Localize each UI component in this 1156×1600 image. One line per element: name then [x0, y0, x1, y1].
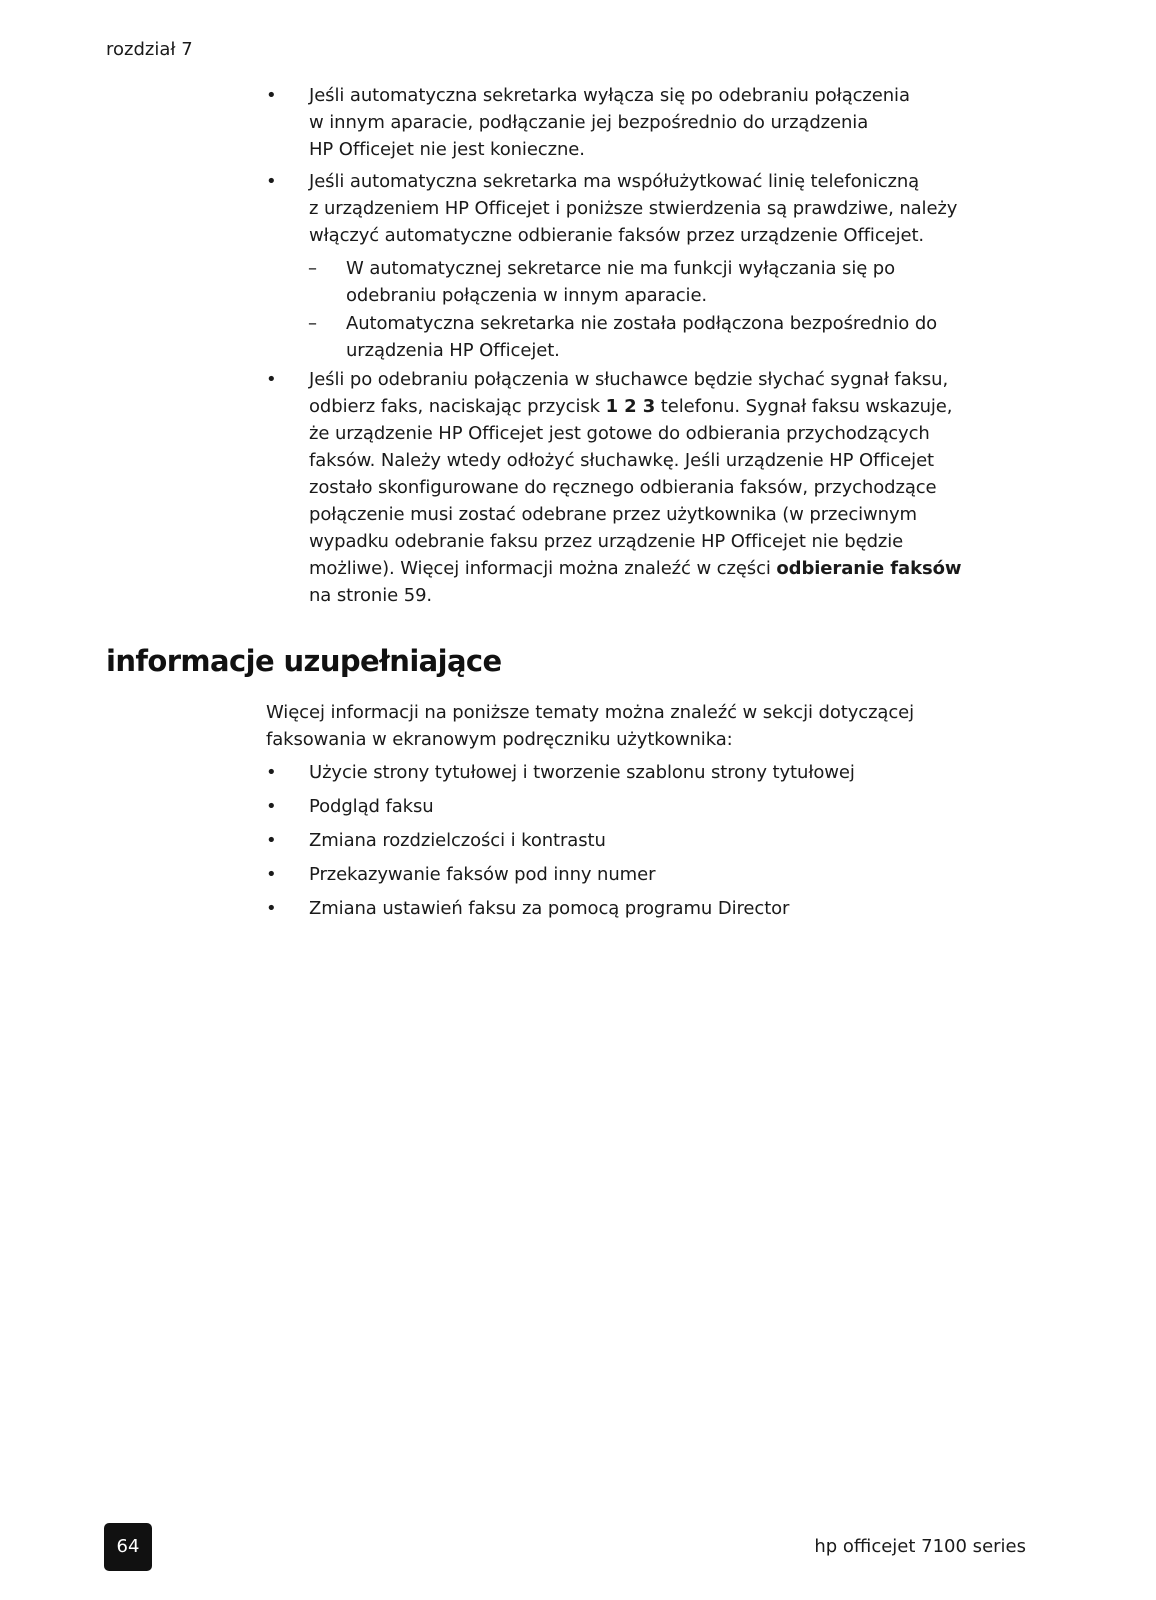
- text-line: w innym aparacie, podłączanie jej bezpośrednio do urządzenia: [309, 112, 869, 133]
- section-title: informacje uzupełniające: [106, 644, 502, 678]
- dash-glyph: –: [308, 258, 317, 279]
- page-number-badge: 64: [104, 1523, 152, 1571]
- list-item-text: [309, 168, 1029, 249]
- text-fragment: telefonu. Sygnał faksu wskazuje,: [655, 396, 953, 417]
- list-item-text: [309, 366, 1029, 609]
- text-line: Jeśli automatyczna sekretarka ma współużytkować linię telefoniczną: [309, 171, 920, 192]
- list-item-text: Użycie strony tytułowej i tworzenie szablonu strony tytułowej: [309, 762, 855, 783]
- text-fragment: możliwe). Więcej informacji można znaleźć w części: [309, 558, 777, 579]
- text-line: W automatycznej sekretarce nie ma funkcji wyłączania się po: [346, 258, 896, 279]
- chapter-running-head: rozdział 7: [106, 39, 193, 60]
- bullet-glyph: •: [266, 762, 277, 783]
- bullet-glyph: •: [266, 85, 277, 106]
- text-line: zostało skonfigurowane do ręcznego odbierania faksów, przychodzące: [309, 477, 937, 498]
- bullet-glyph: •: [266, 864, 277, 885]
- text-line: [309, 393, 1029, 420]
- text-line: faksowania w ekranowym podręczniku użytkownika:: [266, 729, 733, 750]
- text-line: włączyć automatyczne odbieranie faksów przez urządzenie Officejet.: [309, 225, 925, 246]
- text-fragment: odbierz faks, naciskając przycisk: [309, 396, 606, 417]
- text-line: że urządzenie HP Officejet jest gotowe do odbierania przychodzących: [309, 423, 930, 444]
- text-line: Jeśli automatyczna sekretarka wyłącza się po odebraniu połączenia: [309, 85, 910, 106]
- bullet-glyph: •: [266, 171, 277, 192]
- list-item-text: Przekazywanie faksów pod inny numer: [309, 864, 656, 885]
- text-line: na stronie 59.: [309, 585, 433, 606]
- text-line: Więcej informacji na poniższe tematy można znaleźć w sekcji dotyczącej: [266, 702, 915, 723]
- bullet-glyph: •: [266, 796, 277, 817]
- text-line: urządzenia HP Officejet.: [346, 340, 560, 361]
- cross-reference: odbieranie faksów: [776, 558, 962, 579]
- dash-glyph: –: [308, 313, 317, 334]
- text-line: Jeśli po odebraniu połączenia w słuchawce będzie słychać sygnał faksu,: [309, 369, 949, 390]
- sub-list-item-text: [346, 255, 1026, 309]
- bullet-glyph: •: [266, 830, 277, 851]
- text-line: odebraniu połączenia w innym aparacie.: [346, 285, 708, 306]
- text-line: połączenie musi zostać odebrane przez użytkownika (w przeciwnym: [309, 504, 917, 525]
- text-line: HP Officejet nie jest konieczne.: [309, 139, 585, 160]
- section-intro: [266, 699, 1026, 753]
- list-item-text: Zmiana ustawień faksu za pomocą programu Director: [309, 898, 790, 919]
- text-line: faksów. Należy wtedy odłożyć słuchawkę. Jeśli urządzenie HP Officejet: [309, 450, 935, 471]
- text-line: wypadku odebranie faksu przez urządzenie HP Officejet nie będzie: [309, 531, 904, 552]
- bullet-glyph: •: [266, 369, 277, 390]
- sub-list-item-text: [346, 310, 1026, 364]
- list-item-text: Zmiana rozdzielczości i kontrastu: [309, 830, 606, 851]
- button-sequence: 1 2 3: [605, 396, 656, 417]
- bullet-glyph: •: [266, 898, 277, 919]
- list-item-text: Podgląd faksu: [309, 796, 434, 817]
- text-line: z urządzeniem HP Officejet i poniższe stwierdzenia są prawdziwe, należy: [309, 198, 958, 219]
- text-line: Automatyczna sekretarka nie została podłączona bezpośrednio do: [346, 313, 938, 334]
- list-item-text: [309, 82, 1029, 163]
- footer-product-name: hp officejet 7100 series: [814, 1536, 1026, 1557]
- text-line: [309, 555, 1029, 582]
